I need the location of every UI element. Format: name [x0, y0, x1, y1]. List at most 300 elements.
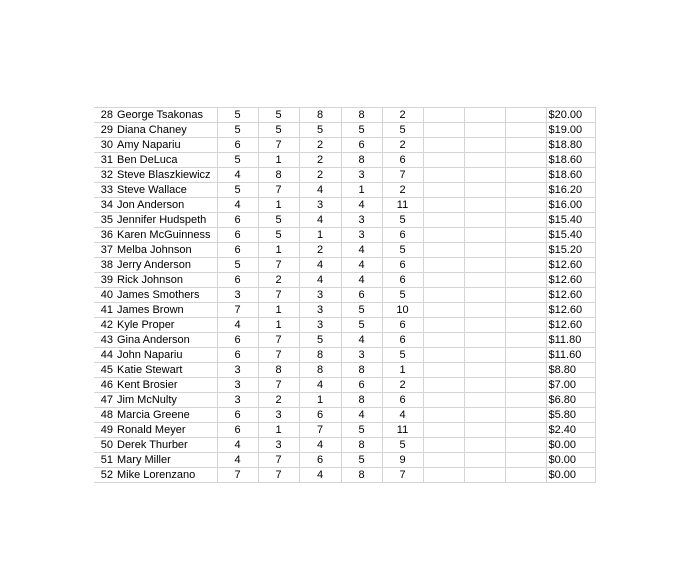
score-cell[interactable]: 3: [217, 363, 258, 378]
empty-cell[interactable]: [423, 408, 464, 423]
empty-cell[interactable]: [464, 198, 505, 213]
name-cell[interactable]: Jim McNulty: [116, 393, 217, 408]
score-cell[interactable]: 4: [299, 468, 341, 483]
empty-cell[interactable]: [423, 378, 464, 393]
table-row: [94, 453, 595, 468]
empty-cell[interactable]: [464, 453, 505, 468]
score-cell[interactable]: 4: [299, 438, 341, 453]
empty-cell[interactable]: [464, 168, 505, 183]
rank-cell[interactable]: 52: [94, 468, 116, 483]
score-cell[interactable]: 1: [299, 228, 341, 243]
rank-cell[interactable]: 28: [94, 108, 116, 123]
score-cell[interactable]: 8: [341, 108, 382, 123]
empty-cell[interactable]: [423, 273, 464, 288]
score-cell[interactable]: 6: [217, 408, 258, 423]
name-cell[interactable]: Marcia Greene: [116, 408, 217, 423]
score-cell[interactable]: 6: [217, 348, 258, 363]
score-cell[interactable]: 7: [258, 183, 299, 198]
score-cell[interactable]: 3: [217, 378, 258, 393]
amount-cell[interactable]: $18.60: [546, 153, 595, 168]
amount-cell[interactable]: $19.00: [546, 123, 595, 138]
empty-cell[interactable]: [464, 108, 505, 123]
score-cell[interactable]: 7: [299, 423, 341, 438]
table-row: [94, 183, 595, 198]
score-cell[interactable]: 1: [258, 423, 299, 438]
score-cell[interactable]: 2: [258, 273, 299, 288]
score-cell[interactable]: 8: [299, 348, 341, 363]
score-cell[interactable]: 2: [299, 243, 341, 258]
empty-cell[interactable]: [505, 438, 546, 453]
score-cell[interactable]: 2: [299, 168, 341, 183]
empty-cell[interactable]: [464, 228, 505, 243]
empty-cell[interactable]: [464, 378, 505, 393]
table-row: [94, 243, 595, 258]
score-cell[interactable]: 3: [258, 408, 299, 423]
score-cell[interactable]: 5: [258, 123, 299, 138]
table-row: [94, 303, 595, 318]
table-row: [94, 363, 595, 378]
score-cell[interactable]: 5: [341, 453, 382, 468]
score-cell[interactable]: 2: [382, 108, 423, 123]
score-cell[interactable]: 8: [341, 363, 382, 378]
empty-cell[interactable]: [423, 183, 464, 198]
amount-cell[interactable]: $12.60: [546, 303, 595, 318]
name-cell[interactable]: Jon Anderson: [116, 198, 217, 213]
score-cell[interactable]: 4: [299, 258, 341, 273]
score-cell[interactable]: 8: [299, 108, 341, 123]
name-cell[interactable]: Karen McGuinness: [116, 228, 217, 243]
empty-cell[interactable]: [464, 348, 505, 363]
empty-cell[interactable]: [464, 183, 505, 198]
table-row: [94, 138, 595, 153]
score-cell[interactable]: 4: [382, 408, 423, 423]
amount-cell[interactable]: $8.80: [546, 363, 595, 378]
name-cell[interactable]: Mary Miller: [116, 453, 217, 468]
table-row: [94, 468, 595, 483]
rank-cell[interactable]: 49: [94, 423, 116, 438]
score-cell[interactable]: 1: [258, 243, 299, 258]
table-row: [94, 153, 595, 168]
name-cell[interactable]: Kyle Proper: [116, 318, 217, 333]
empty-cell[interactable]: [423, 123, 464, 138]
score-cell[interactable]: 4: [341, 333, 382, 348]
name-cell[interactable]: Mike Lorenzano: [116, 468, 217, 483]
score-cell[interactable]: 3: [341, 213, 382, 228]
score-cell[interactable]: 7: [217, 303, 258, 318]
name-cell[interactable]: George Tsakonas: [116, 108, 217, 123]
empty-cell[interactable]: [505, 288, 546, 303]
amount-cell[interactable]: $18.60: [546, 168, 595, 183]
score-cell[interactable]: 5: [217, 183, 258, 198]
name-cell[interactable]: James Smothers: [116, 288, 217, 303]
empty-cell[interactable]: [464, 408, 505, 423]
score-cell[interactable]: 2: [382, 138, 423, 153]
score-cell[interactable]: 4: [341, 198, 382, 213]
score-cell[interactable]: 5: [299, 123, 341, 138]
empty-cell[interactable]: [464, 438, 505, 453]
score-cell[interactable]: 2: [258, 393, 299, 408]
score-cell[interactable]: 6: [341, 378, 382, 393]
score-cell[interactable]: 3: [299, 318, 341, 333]
name-cell[interactable]: Rick Johnson: [116, 273, 217, 288]
score-cell[interactable]: 7: [382, 468, 423, 483]
score-cell[interactable]: 1: [382, 363, 423, 378]
empty-cell[interactable]: [505, 423, 546, 438]
empty-cell[interactable]: [505, 138, 546, 153]
score-cell[interactable]: 3: [258, 438, 299, 453]
table-row: [94, 273, 595, 288]
name-cell[interactable]: Melba Johnson: [116, 243, 217, 258]
rank-cell[interactable]: 42: [94, 318, 116, 333]
table-row: [94, 408, 595, 423]
amount-cell[interactable]: $0.00: [546, 438, 595, 453]
score-cell[interactable]: 1: [258, 198, 299, 213]
name-cell[interactable]: Diana Chaney: [116, 123, 217, 138]
name-cell[interactable]: John Napariu: [116, 348, 217, 363]
score-cell[interactable]: 2: [382, 183, 423, 198]
amount-cell[interactable]: $0.00: [546, 453, 595, 468]
table-row: [94, 213, 595, 228]
score-cell[interactable]: 1: [299, 393, 341, 408]
score-cell[interactable]: 6: [299, 453, 341, 468]
score-cell[interactable]: 6: [217, 243, 258, 258]
rank-cell[interactable]: 38: [94, 258, 116, 273]
amount-cell[interactable]: $20.00: [546, 108, 595, 123]
score-cell[interactable]: 10: [382, 303, 423, 318]
table-row: [94, 123, 595, 138]
name-cell[interactable]: Katie Stewart: [116, 363, 217, 378]
rank-cell[interactable]: 50: [94, 438, 116, 453]
empty-cell[interactable]: [464, 273, 505, 288]
empty-cell[interactable]: [423, 243, 464, 258]
score-cell[interactable]: 8: [341, 153, 382, 168]
amount-cell[interactable]: $12.60: [546, 258, 595, 273]
empty-cell[interactable]: [464, 213, 505, 228]
empty-cell[interactable]: [505, 378, 546, 393]
spreadsheet-body: [94, 108, 595, 483]
score-cell[interactable]: 8: [258, 168, 299, 183]
score-cell[interactable]: 3: [341, 228, 382, 243]
score-cell[interactable]: 4: [341, 243, 382, 258]
empty-cell[interactable]: [505, 198, 546, 213]
empty-cell[interactable]: [505, 243, 546, 258]
amount-cell[interactable]: $6.80: [546, 393, 595, 408]
empty-cell[interactable]: [505, 348, 546, 363]
score-cell[interactable]: 5: [299, 333, 341, 348]
empty-cell[interactable]: [423, 228, 464, 243]
amount-cell[interactable]: $7.00: [546, 378, 595, 393]
score-cell[interactable]: 3: [217, 393, 258, 408]
rank-cell[interactable]: 46: [94, 378, 116, 393]
empty-cell[interactable]: [423, 318, 464, 333]
empty-cell[interactable]: [505, 468, 546, 483]
score-cell[interactable]: 5: [217, 123, 258, 138]
score-cell[interactable]: 11: [382, 423, 423, 438]
score-cell[interactable]: 4: [217, 168, 258, 183]
score-cell[interactable]: 6: [217, 228, 258, 243]
rank-cell[interactable]: 48: [94, 408, 116, 423]
empty-cell[interactable]: [464, 423, 505, 438]
rank-cell[interactable]: 39: [94, 273, 116, 288]
name-cell[interactable]: Kent Brosier: [116, 378, 217, 393]
empty-cell[interactable]: [423, 393, 464, 408]
score-cell[interactable]: 6: [341, 138, 382, 153]
score-cell[interactable]: 7: [258, 468, 299, 483]
empty-cell[interactable]: [464, 393, 505, 408]
score-cell[interactable]: 2: [299, 138, 341, 153]
amount-cell[interactable]: $12.60: [546, 318, 595, 333]
empty-cell[interactable]: [505, 453, 546, 468]
table-row: [94, 198, 595, 213]
table-row: [94, 333, 595, 348]
rank-cell[interactable]: 33: [94, 183, 116, 198]
name-cell[interactable]: James Brown: [116, 303, 217, 318]
empty-cell[interactable]: [464, 258, 505, 273]
empty-cell[interactable]: [423, 288, 464, 303]
score-cell[interactable]: 9: [382, 453, 423, 468]
empty-cell[interactable]: [505, 408, 546, 423]
table-row: [94, 258, 595, 273]
rank-cell[interactable]: 36: [94, 228, 116, 243]
rank-cell[interactable]: 30: [94, 138, 116, 153]
score-cell[interactable]: 7: [258, 453, 299, 468]
score-cell[interactable]: 4: [299, 213, 341, 228]
rank-cell[interactable]: 34: [94, 198, 116, 213]
empty-cell[interactable]: [464, 243, 505, 258]
score-cell[interactable]: 7: [258, 348, 299, 363]
empty-cell[interactable]: [464, 123, 505, 138]
score-cell[interactable]: 7: [258, 378, 299, 393]
empty-cell[interactable]: [423, 108, 464, 123]
rank-cell[interactable]: 45: [94, 363, 116, 378]
name-cell[interactable]: Jerry Anderson: [116, 258, 217, 273]
empty-cell[interactable]: [505, 258, 546, 273]
rank-cell[interactable]: 32: [94, 168, 116, 183]
rank-cell[interactable]: 44: [94, 348, 116, 363]
empty-cell[interactable]: [505, 183, 546, 198]
score-cell[interactable]: 6: [341, 288, 382, 303]
amount-cell[interactable]: $15.40: [546, 213, 595, 228]
empty-cell[interactable]: [464, 333, 505, 348]
amount-cell[interactable]: $5.80: [546, 408, 595, 423]
empty-cell[interactable]: [423, 363, 464, 378]
name-cell[interactable]: Ronald Meyer: [116, 423, 217, 438]
empty-cell[interactable]: [464, 153, 505, 168]
score-cell[interactable]: 6: [217, 333, 258, 348]
score-cell[interactable]: 5: [382, 288, 423, 303]
score-cell[interactable]: 3: [299, 288, 341, 303]
table-row: [94, 348, 595, 363]
score-cell[interactable]: 6: [382, 258, 423, 273]
score-cell[interactable]: 5: [382, 348, 423, 363]
table-row: [94, 168, 595, 183]
amount-cell[interactable]: $2.40: [546, 423, 595, 438]
score-cell[interactable]: 1: [258, 153, 299, 168]
empty-cell[interactable]: [423, 438, 464, 453]
amount-cell[interactable]: $11.60: [546, 348, 595, 363]
score-cell[interactable]: 3: [341, 348, 382, 363]
table-row: [94, 228, 595, 243]
score-cell[interactable]: 7: [382, 168, 423, 183]
rank-cell[interactable]: 41: [94, 303, 116, 318]
score-cell[interactable]: 6: [382, 273, 423, 288]
score-cell[interactable]: 3: [299, 303, 341, 318]
score-cell[interactable]: 1: [258, 303, 299, 318]
score-cell[interactable]: 5: [382, 438, 423, 453]
amount-cell[interactable]: $16.00: [546, 198, 595, 213]
rank-cell[interactable]: 31: [94, 153, 116, 168]
empty-cell[interactable]: [423, 258, 464, 273]
score-cell[interactable]: 4: [341, 408, 382, 423]
spreadsheet-table: [94, 107, 596, 483]
empty-cell[interactable]: [423, 153, 464, 168]
amount-cell[interactable]: $12.60: [546, 273, 595, 288]
score-cell[interactable]: 8: [341, 468, 382, 483]
empty-cell[interactable]: [464, 318, 505, 333]
amount-cell[interactable]: $12.60: [546, 288, 595, 303]
empty-cell[interactable]: [505, 303, 546, 318]
score-cell[interactable]: 8: [341, 438, 382, 453]
score-cell[interactable]: 7: [258, 288, 299, 303]
rank-cell[interactable]: 35: [94, 213, 116, 228]
score-cell[interactable]: 5: [341, 423, 382, 438]
empty-cell[interactable]: [505, 168, 546, 183]
table-row: [94, 288, 595, 303]
rank-cell[interactable]: 43: [94, 333, 116, 348]
score-cell[interactable]: 2: [382, 378, 423, 393]
empty-cell[interactable]: [464, 288, 505, 303]
score-cell[interactable]: 11: [382, 198, 423, 213]
empty-cell[interactable]: [464, 138, 505, 153]
score-cell[interactable]: 4: [299, 183, 341, 198]
score-cell[interactable]: 4: [299, 273, 341, 288]
empty-cell[interactable]: [464, 363, 505, 378]
score-cell[interactable]: 7: [258, 138, 299, 153]
empty-cell[interactable]: [423, 468, 464, 483]
score-cell[interactable]: 5: [217, 258, 258, 273]
table-row: [94, 318, 595, 333]
empty-cell[interactable]: [464, 303, 505, 318]
name-cell[interactable]: Derek Thurber: [116, 438, 217, 453]
name-cell[interactable]: Steve Wallace: [116, 183, 217, 198]
empty-cell[interactable]: [505, 333, 546, 348]
score-cell[interactable]: 3: [217, 288, 258, 303]
empty-cell[interactable]: [505, 363, 546, 378]
score-cell[interactable]: 7: [258, 258, 299, 273]
score-cell[interactable]: 5: [341, 123, 382, 138]
score-cell[interactable]: 6: [382, 228, 423, 243]
amount-cell[interactable]: $0.00: [546, 468, 595, 483]
name-cell[interactable]: Gina Anderson: [116, 333, 217, 348]
rank-cell[interactable]: 40: [94, 288, 116, 303]
rank-cell[interactable]: 29: [94, 123, 116, 138]
empty-cell[interactable]: [505, 108, 546, 123]
name-cell[interactable]: Steve Blaszkiewicz: [116, 168, 217, 183]
score-cell[interactable]: 4: [299, 378, 341, 393]
rank-cell[interactable]: 37: [94, 243, 116, 258]
score-cell[interactable]: 5: [217, 108, 258, 123]
amount-cell[interactable]: $16.20: [546, 183, 595, 198]
score-cell[interactable]: 7: [258, 333, 299, 348]
score-cell[interactable]: 7: [217, 468, 258, 483]
score-cell[interactable]: 1: [341, 183, 382, 198]
empty-cell[interactable]: [423, 213, 464, 228]
score-cell[interactable]: 5: [217, 153, 258, 168]
empty-cell[interactable]: [423, 303, 464, 318]
table-row: [94, 438, 595, 453]
score-cell[interactable]: 3: [341, 168, 382, 183]
empty-cell[interactable]: [505, 393, 546, 408]
name-cell[interactable]: Amy Napariu: [116, 138, 217, 153]
score-cell[interactable]: 4: [217, 198, 258, 213]
score-cell[interactable]: 6: [299, 408, 341, 423]
score-cell[interactable]: 3: [299, 198, 341, 213]
score-cell[interactable]: 6: [382, 153, 423, 168]
score-cell[interactable]: 4: [217, 453, 258, 468]
empty-cell[interactable]: [423, 453, 464, 468]
amount-cell[interactable]: $18.80: [546, 138, 595, 153]
empty-cell[interactable]: [505, 228, 546, 243]
empty-cell[interactable]: [423, 348, 464, 363]
empty-cell[interactable]: [423, 138, 464, 153]
score-cell[interactable]: 4: [217, 318, 258, 333]
score-cell[interactable]: 5: [258, 108, 299, 123]
score-cell[interactable]: 8: [341, 393, 382, 408]
table-row: [94, 108, 595, 123]
name-cell[interactable]: Jennifer Hudspeth: [116, 213, 217, 228]
score-cell[interactable]: 5: [258, 213, 299, 228]
name-cell[interactable]: Ben DeLuca: [116, 153, 217, 168]
score-cell[interactable]: 5: [382, 213, 423, 228]
score-cell[interactable]: 6: [217, 273, 258, 288]
score-cell[interactable]: 5: [258, 228, 299, 243]
amount-cell[interactable]: $11.80: [546, 333, 595, 348]
score-cell[interactable]: 4: [341, 258, 382, 273]
score-cell[interactable]: 6: [217, 423, 258, 438]
score-cell[interactable]: 6: [217, 138, 258, 153]
score-cell[interactable]: 5: [341, 318, 382, 333]
empty-cell[interactable]: [505, 123, 546, 138]
score-cell[interactable]: 8: [299, 363, 341, 378]
score-cell[interactable]: 2: [299, 153, 341, 168]
score-cell[interactable]: 4: [341, 273, 382, 288]
empty-cell[interactable]: [423, 423, 464, 438]
empty-cell[interactable]: [423, 168, 464, 183]
score-cell[interactable]: 4: [217, 438, 258, 453]
score-cell[interactable]: 8: [258, 363, 299, 378]
amount-cell[interactable]: $15.20: [546, 243, 595, 258]
score-cell[interactable]: 5: [382, 243, 423, 258]
empty-cell[interactable]: [505, 273, 546, 288]
empty-cell[interactable]: [505, 153, 546, 168]
score-cell[interactable]: 5: [341, 303, 382, 318]
empty-cell[interactable]: [505, 318, 546, 333]
rank-cell[interactable]: 47: [94, 393, 116, 408]
empty-cell[interactable]: [423, 333, 464, 348]
score-cell[interactable]: 1: [258, 318, 299, 333]
score-cell[interactable]: 6: [382, 393, 423, 408]
table-row: [94, 393, 595, 408]
amount-cell[interactable]: $15.40: [546, 228, 595, 243]
rank-cell[interactable]: 51: [94, 453, 116, 468]
score-cell[interactable]: 6: [382, 318, 423, 333]
score-cell[interactable]: 6: [382, 333, 423, 348]
score-cell[interactable]: 5: [382, 123, 423, 138]
empty-cell[interactable]: [423, 198, 464, 213]
score-cell[interactable]: 6: [217, 213, 258, 228]
empty-cell[interactable]: [464, 468, 505, 483]
empty-cell[interactable]: [505, 213, 546, 228]
